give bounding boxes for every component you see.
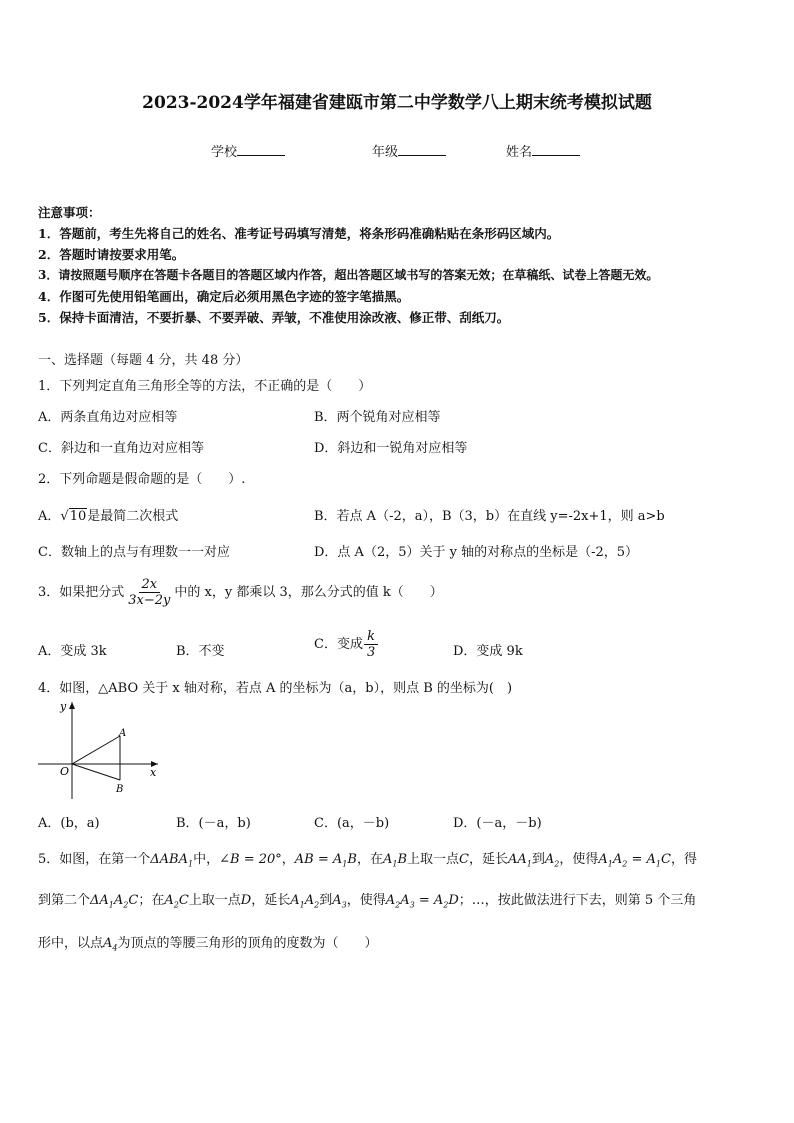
q3-option-a[interactable]: A．变成 3k <box>38 644 107 659</box>
subscript: 2 <box>395 900 401 910</box>
q4-figure <box>36 696 166 800</box>
q2-a-prefix: A． <box>38 509 61 524</box>
text-run: C <box>660 852 671 867</box>
text-run: ，得 <box>670 852 697 867</box>
q1-option-a[interactable]: A．两条直角边对应相等 <box>38 410 178 425</box>
text-run: A <box>113 893 124 908</box>
q4-stem: 4．如图，△ABO 关于 x 轴对称，若点 A 的坐标为（a，b），则点 B 的坐标为( ) <box>38 681 513 696</box>
text-run: ，延长 <box>251 893 291 908</box>
note-item: 4．作图可先使用铅笔画出，确定后必须用黑色字迹的签字笔描黑。 <box>38 289 410 304</box>
math-run <box>508 852 532 867</box>
subscript: 2 <box>123 900 129 910</box>
q3-stem-prefix: 3．如果把分式 <box>38 585 125 600</box>
text-run: AB = A <box>294 852 343 867</box>
text-run: 到第二个 <box>38 893 91 908</box>
text-run: B <box>397 852 407 867</box>
text-run: A <box>103 936 113 951</box>
text-run: 到 <box>319 893 333 908</box>
text-run: ；在 <box>138 893 165 908</box>
text-run: A <box>290 893 300 908</box>
grade-blank[interactable] <box>398 143 446 156</box>
text-run: A <box>385 893 396 908</box>
q2-option-c[interactable]: C．数轴上的点与有理数一一对应 <box>38 545 230 560</box>
text-run: A <box>400 893 410 908</box>
subscript: 1 <box>108 900 114 910</box>
text-run: 上取一点 <box>188 893 241 908</box>
school-field[interactable] <box>211 141 285 160</box>
q2-option-d[interactable]: D．点 A（2，5）关于 y 轴的对称点的坐标是（-2，5） <box>314 545 639 560</box>
q1-option-c[interactable]: C．斜边和一直角边对应相等 <box>38 441 204 456</box>
text-run: = A <box>414 893 444 908</box>
math-run: D <box>240 893 252 908</box>
name-field[interactable] <box>506 141 580 160</box>
text-run: ， <box>281 852 295 867</box>
text-run: C <box>128 893 139 908</box>
subscript: 1 <box>655 859 661 869</box>
subscript: 2 <box>173 900 179 910</box>
subscript: 2 <box>554 859 560 869</box>
point-a-label: A <box>119 728 127 739</box>
q1-option-d[interactable]: D．斜边和一锐角对应相等 <box>314 441 468 456</box>
q3-option-d[interactable]: D．变成 9k <box>453 644 523 659</box>
q5-line-2 <box>38 889 696 910</box>
q2-a-text: 是最简二次根式 <box>87 509 179 524</box>
q4-option-b[interactable]: B．(－a，b) <box>176 816 251 831</box>
text-run: AA <box>507 852 527 867</box>
radical-sign: √ <box>60 509 69 524</box>
fraction-denominator: 3 <box>366 645 376 660</box>
q2-option-b[interactable]: B．若点 A（-2，a），B（3，b）在直线 y=-2x+1，则 a>b <box>314 509 665 524</box>
subscript: 2 <box>314 900 320 910</box>
subscript: 2 <box>443 900 449 910</box>
math-run <box>598 852 671 867</box>
subscript: 1 <box>526 859 532 869</box>
sqrt-expression <box>60 509 87 524</box>
y-axis-label: y <box>60 700 67 713</box>
q5-line-3 <box>38 932 378 953</box>
q1-option-b[interactable]: B．两个锐角对应相等 <box>314 410 441 425</box>
q3-option-c[interactable] <box>314 629 379 660</box>
fraction-numerator: 2x <box>139 577 161 593</box>
text-run: 中， <box>193 852 220 867</box>
text-run: 到 <box>531 852 545 867</box>
text-run: A <box>612 852 623 867</box>
text-run: ΔABA <box>150 852 188 867</box>
radicand: 10 <box>69 509 87 524</box>
name-label: 姓名 <box>506 145 533 160</box>
notes-heading: 注意事项： <box>38 205 101 220</box>
math-run <box>545 852 559 867</box>
text-run: A <box>332 893 342 908</box>
name-blank[interactable] <box>532 143 580 156</box>
q3-stem-suffix: 中的 x，y 都乘以 3，那么分式的值 k（ ） <box>174 585 443 600</box>
point-b-label: B <box>116 784 124 795</box>
text-run: A <box>382 852 393 867</box>
q3-option-b[interactable]: B．不变 <box>176 644 225 659</box>
subscript: 4 <box>112 943 118 953</box>
fraction <box>364 629 378 660</box>
fraction <box>125 577 173 608</box>
x-axis-label: x <box>150 766 157 779</box>
note-item: 3．请按照题号顺序在答题卡各题目的答题区域内作答，超出答题区域书写的答案无效；在草稿纸、试卷上答题无效。 <box>38 268 659 282</box>
text-run: ，使得 <box>559 852 599 867</box>
text-run: ，使得 <box>346 893 386 908</box>
segment-ob <box>72 764 120 780</box>
math-run: C <box>459 852 469 867</box>
text-run: ；…，按此做法进行下去，则第 5 个三角 <box>458 893 697 908</box>
text-run: A <box>164 893 174 908</box>
math-run <box>164 893 188 908</box>
subscript: 3 <box>409 900 415 910</box>
text-run: 为顶点的等腰三角形的顶角的度数为（ ） <box>117 936 378 951</box>
subscript: 1 <box>299 900 305 910</box>
note-item: 2．答题时请按要求用笔。 <box>38 247 185 262</box>
q2-stem: 2．下列命题是假命题的是（ ）. <box>38 472 246 487</box>
text-run: A <box>304 893 315 908</box>
q4-option-d[interactable]: D．(－a，－b) <box>453 816 542 831</box>
school-blank[interactable] <box>237 143 285 156</box>
text-run: ，在 <box>356 852 383 867</box>
math-run <box>290 893 319 908</box>
math-run <box>90 893 138 908</box>
text-run: 形中，以点 <box>38 936 104 951</box>
grade-field[interactable] <box>372 141 446 160</box>
segment-oa <box>72 736 120 764</box>
q1-stem: 1．下列判定直角三角形全等的方法，不正确的是（ ） <box>38 379 372 394</box>
grade-label: 年级 <box>372 145 399 160</box>
note-item: 5．保持卡面清洁，不要折暴、不要弄破、弄皱，不准使用涂改液、修正带、刮纸刀。 <box>38 310 510 325</box>
math-run: ∠B = 20° <box>219 852 282 867</box>
origin-label: O <box>60 765 70 778</box>
school-label: 学校 <box>211 145 238 160</box>
subscript: 1 <box>392 859 398 869</box>
math-run <box>332 893 346 908</box>
math-run <box>386 893 459 908</box>
note-item: 1．答题前，考生先将自己的姓名、准考证号码填写清楚，将条形码准确粘贴在条形码区域内。 <box>38 226 560 241</box>
q3-c-prefix: C．变成 <box>314 637 363 652</box>
subscript: 3 <box>341 900 347 910</box>
subscript: 2 <box>622 859 628 869</box>
math-run <box>103 936 117 951</box>
q3-stem <box>38 577 443 608</box>
text-run: A <box>544 852 555 867</box>
q2-option-a[interactable] <box>38 505 178 524</box>
math-run <box>383 852 407 867</box>
text-run: 上取一点 <box>407 852 460 867</box>
math-run <box>150 852 193 867</box>
fraction-numerator: k <box>364 629 378 645</box>
q4-option-a[interactable]: A．(b，a) <box>38 816 100 831</box>
y-axis-arrow-icon <box>69 702 75 709</box>
text-run: A <box>598 852 608 867</box>
section-heading: 一、选择题（每题 4 分，共 48 分） <box>38 353 249 368</box>
text-run: ΔA <box>90 893 109 908</box>
text-run: B <box>347 852 357 867</box>
subscript: 1 <box>607 859 613 869</box>
q4-option-c[interactable]: C．(a，－b) <box>314 816 390 831</box>
fraction-denominator: 3x−2y <box>128 593 171 608</box>
page-title: 2023-2024学年福建省建瓯市第二中学数学八上期末统考模拟试题 <box>142 93 652 113</box>
text-run: = A <box>627 852 656 867</box>
subscript: 1 <box>342 859 348 869</box>
q5-line-1 <box>38 848 697 869</box>
math-run <box>295 852 357 867</box>
subscript: 1 <box>188 859 194 869</box>
text-run: 5．如图，在第一个 <box>38 852 151 867</box>
text-run: D <box>448 893 459 908</box>
text-run: ，延长 <box>468 852 508 867</box>
text-run: C <box>178 893 189 908</box>
